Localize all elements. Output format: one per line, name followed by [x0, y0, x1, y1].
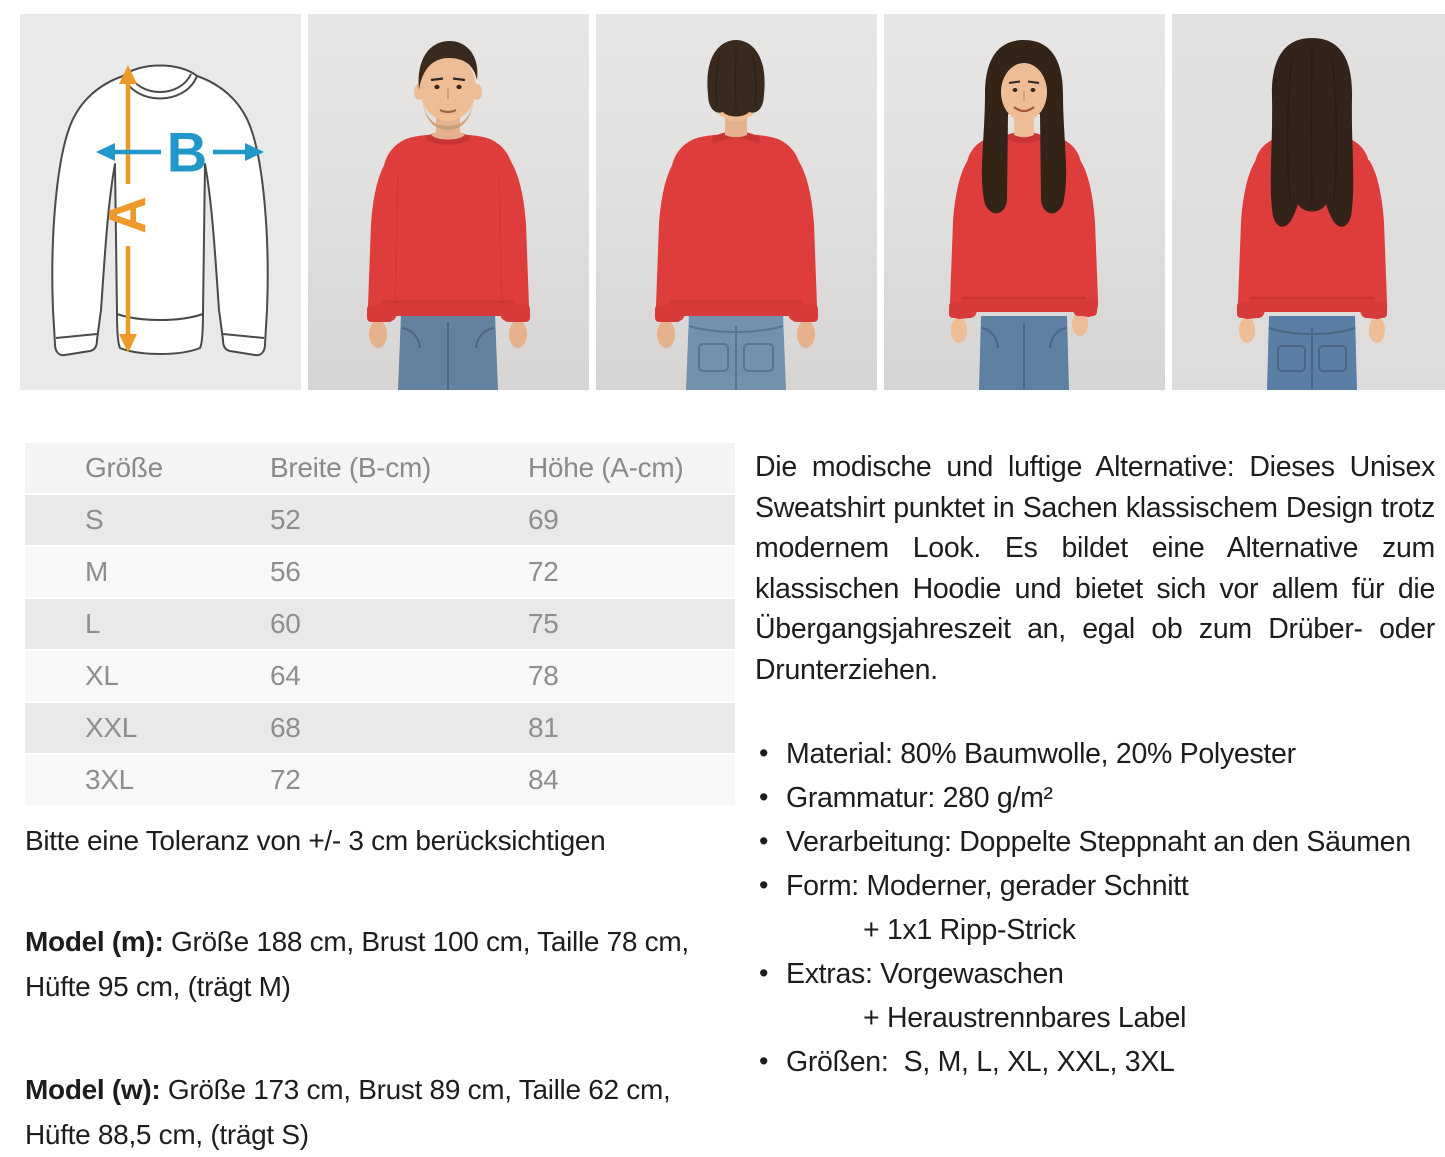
head: [707, 40, 764, 137]
head: [414, 41, 482, 136]
size-table-row: [25, 495, 735, 545]
sweatshirt: [367, 131, 530, 323]
size-table-cell: S: [25, 495, 270, 545]
size-table-cell: 52: [270, 495, 528, 545]
sweatshirt-measurement-diagram: [20, 14, 301, 390]
sweatshirt-outline: [52, 66, 267, 356]
jeans: [398, 314, 498, 390]
model-m-info: [25, 919, 735, 1009]
spec-item: • Form: Moderner, gerader Schnitt: [755, 864, 1443, 908]
jeans: [686, 314, 786, 390]
model-m-label: Model (m):: [25, 926, 164, 957]
size-table: [25, 441, 735, 807]
jeans: [979, 316, 1069, 390]
female-back-illustration: [1172, 14, 1445, 390]
measure-label-b: B: [166, 120, 208, 184]
measure-label-a: A: [99, 196, 157, 234]
size-table-header: Breite (B-cm): [270, 443, 528, 493]
size-table-cell: 56: [270, 547, 528, 597]
left-hand: [657, 320, 675, 348]
model-w-info: [25, 1067, 735, 1157]
product-image-strip: [0, 0, 1445, 390]
size-table-row: [25, 651, 735, 701]
size-table-header: Höhe (A-cm): [528, 443, 735, 493]
spec-item: • Verarbeitung: Doppelte Steppnaht an den Säumen: [755, 820, 1443, 864]
spec-item-continuation: + 1x1 Ripp-Strick: [863, 914, 1076, 946]
size-table-row: [25, 755, 735, 805]
jeans: [1267, 316, 1357, 390]
model-w-details: Größe 173 cm, Brust 89 cm, Taille 62 cm, Hüfte 88,5 cm, (trägt S): [25, 1074, 671, 1150]
size-table-header: Größe: [25, 443, 270, 493]
size-table-cell: XXL: [25, 703, 270, 753]
left-hand: [951, 317, 967, 343]
size-table-cell: 78: [528, 651, 735, 701]
details-section: [0, 441, 1445, 1157]
size-table-cell: L: [25, 599, 270, 649]
size-diagram-tile: [20, 14, 301, 390]
spec-item: • Grammatur: 280 g/m²: [755, 776, 1443, 820]
photo-male-back: [596, 14, 877, 390]
size-table-row: [25, 599, 735, 649]
size-table-row: [25, 703, 735, 753]
spec-list: [755, 732, 1443, 1084]
product-description: Die modische und luftige Alternative: Dieses Unisex Sweatshirt punktet in Sachen klassischem Design trotz modernem Look. Es bildet eine Alternative zum klassischen Hoodie und bietet sich vor allem für die Übergangsjahreszeit an, egal ob zum Drüber- oder Drunterziehen.: [755, 451, 1435, 686]
product-description-section: [755, 441, 1443, 1157]
tolerance-note: Bitte eine Toleranz von +/- 3 cm berücksichtigen: [25, 825, 606, 856]
face: [1001, 49, 1047, 121]
size-table-cell: 72: [528, 547, 735, 597]
spec-item: • Material: 80% Baumwolle, 20% Polyester: [755, 732, 1443, 776]
spec-item: • Größen: S, M, L, XL, XXL, 3XL: [755, 1040, 1443, 1084]
size-table-header-row: [25, 443, 735, 493]
model-w-label: Model (w):: [25, 1074, 161, 1105]
size-table-body: [25, 495, 735, 805]
right-hand: [797, 320, 815, 348]
size-table-cell: 3XL: [25, 755, 270, 805]
size-table-cell: 60: [270, 599, 528, 649]
spec-item-continuation: + Heraustrennbares Label: [863, 1002, 1187, 1034]
model-m-details: Größe 188 cm, Brust 100 cm, Taille 78 cm, Hüfte 95 cm, (trägt M): [25, 926, 689, 1002]
size-table-row: [25, 547, 735, 597]
size-table-cell: XL: [25, 651, 270, 701]
size-chart-section: [25, 441, 735, 1157]
right-hand: [509, 320, 527, 348]
size-table-cell: 64: [270, 651, 528, 701]
size-table-cell: 75: [528, 599, 735, 649]
photo-female-back: [1172, 14, 1445, 390]
size-table-cell: 68: [270, 703, 528, 753]
size-table-cell: 69: [528, 495, 735, 545]
photo-male-front: [308, 14, 589, 390]
spec-item: • Extras: Vorgewaschen: [755, 952, 1443, 996]
size-table-cell: 81: [528, 703, 735, 753]
right-hand: [1369, 317, 1385, 343]
size-table-cell: 72: [270, 755, 528, 805]
sweatshirt: [655, 131, 818, 322]
male-front-illustration: [308, 14, 589, 390]
female-front-illustration: [884, 14, 1165, 390]
size-table-cell: 84: [528, 755, 735, 805]
left-hand: [1239, 317, 1255, 343]
sweatshirt: [949, 132, 1098, 319]
photo-female-front: [884, 14, 1165, 390]
male-back-illustration: [596, 14, 877, 390]
size-table-cell: M: [25, 547, 270, 597]
left-hand: [369, 320, 387, 348]
